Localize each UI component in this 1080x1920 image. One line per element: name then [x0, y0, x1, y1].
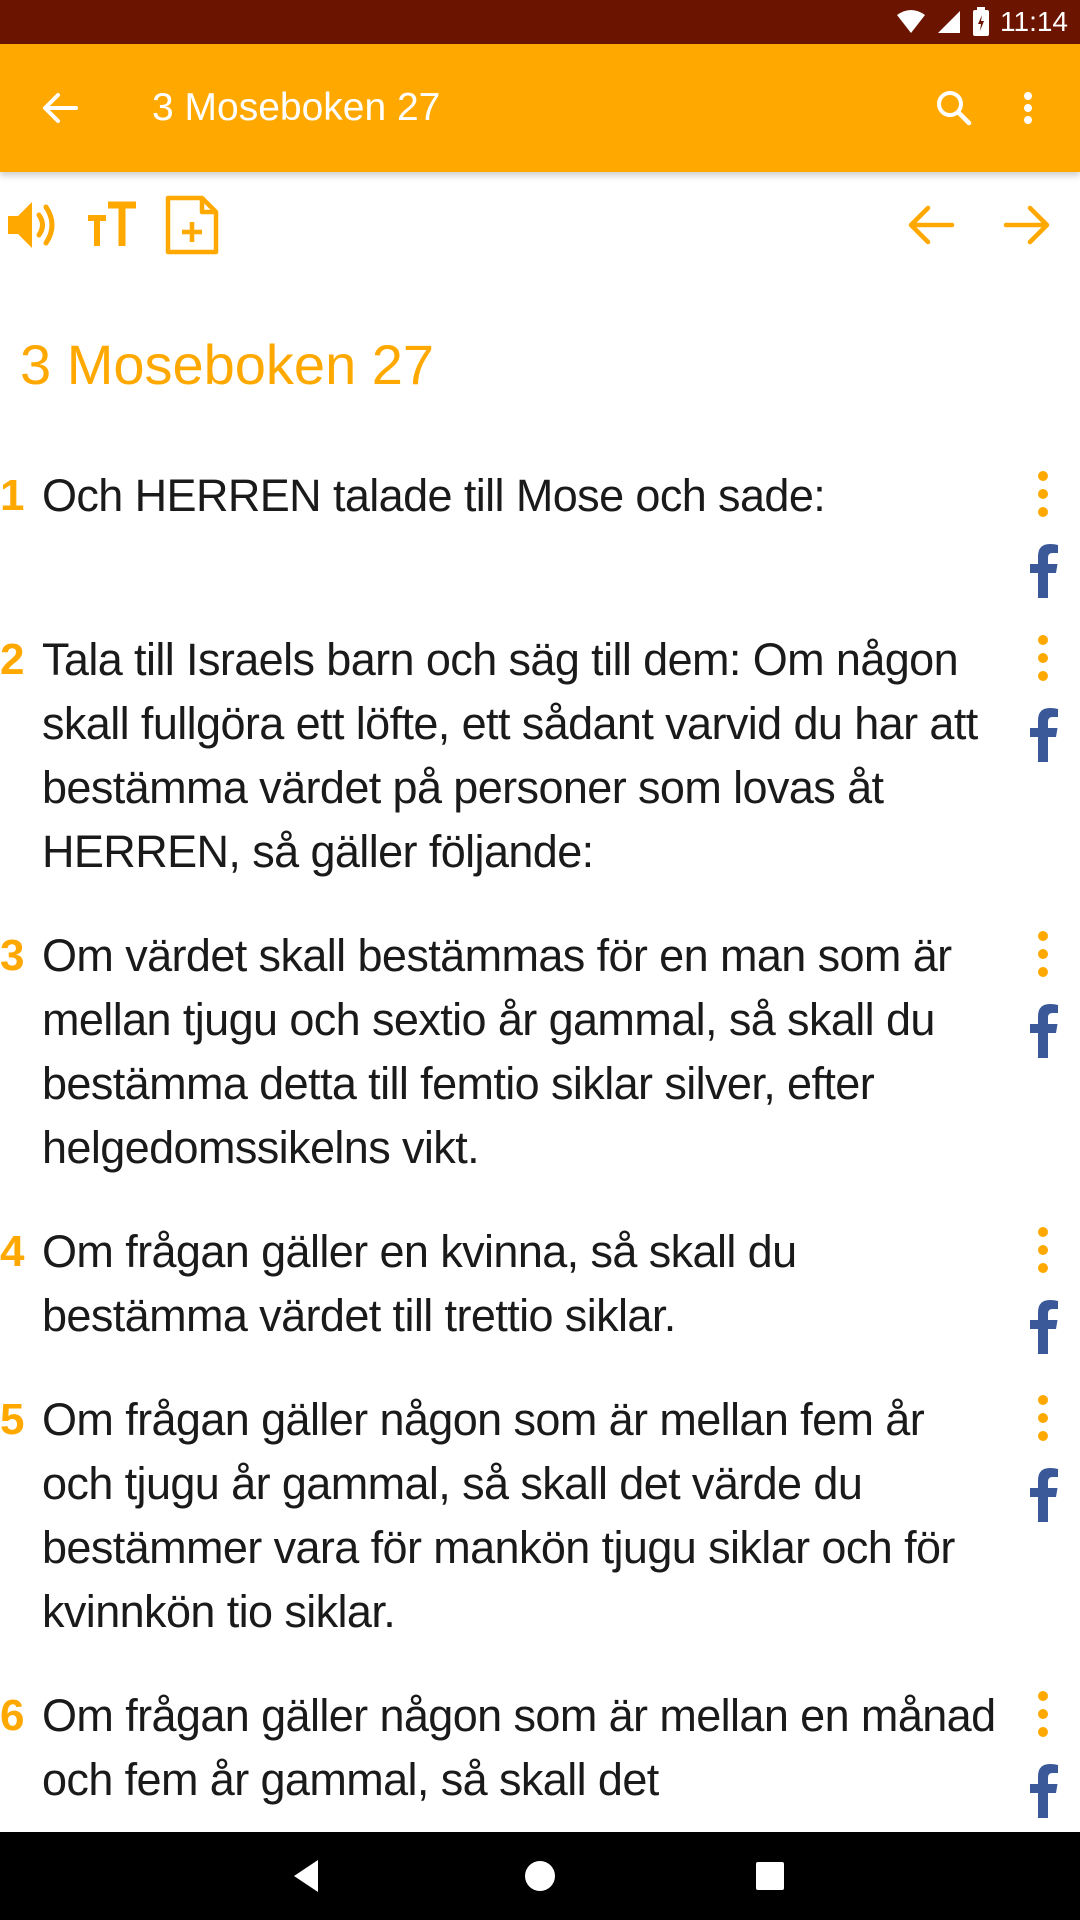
search-icon[interactable] — [930, 84, 978, 132]
verse-text: Tala till Israels barn och säg till dem: Om någon skall fullgöra ett löfte, ett sådant varvid du har att bestämma värdet på personer som lovas åt HERREN, så gäller följande: — [42, 634, 978, 877]
verse-item[interactable] — [0, 1214, 1080, 1348]
verse-more-icon[interactable] — [1032, 468, 1054, 520]
app-bar-title: 3 Moseboken 27 — [152, 86, 441, 129]
verse-text: Om värdet skall bestämmas för en man som är mellan tjugu och sextio år gammal, så skall du bestämma detta till femtio siklar silver, efter helgedomssikelns vikt. — [42, 930, 952, 1173]
signal-icon — [936, 9, 962, 35]
nav-back-icon[interactable] — [284, 1852, 332, 1900]
verse-text: Om frågan gäller en kvinna, så skall du bestämma värdet till trettio siklar. — [42, 1226, 797, 1341]
status-icons — [896, 4, 1068, 40]
add-note-icon[interactable] — [164, 190, 220, 260]
next-chapter-icon[interactable] — [1002, 190, 1052, 260]
previous-chapter-icon[interactable] — [906, 190, 956, 260]
verse-item[interactable] — [0, 918, 1080, 1180]
verse-number: 6 — [0, 1691, 25, 1740]
facebook-icon[interactable] — [1028, 1002, 1060, 1058]
verse-number: 4 — [0, 1227, 25, 1276]
verse-text: Om frågan gäller någon som är mellan en månad och fem år gammal, så skall det — [42, 1690, 996, 1805]
chapter-title: 3 Moseboken 27 — [20, 333, 435, 396]
verse-text: Om frågan gäller någon som är mellan fem år och tjugu år gammal, så skall det värde du bestämmer vara för mankön tjugu siklar och för kvinnkön tio siklar. — [42, 1394, 955, 1637]
verse-item[interactable] — [0, 1382, 1080, 1644]
verse-actions — [1018, 928, 1066, 1058]
verse-more-icon[interactable] — [1032, 1392, 1054, 1444]
verse-more-icon[interactable] — [1032, 1688, 1054, 1740]
verse-number: 3 — [0, 931, 25, 980]
facebook-icon[interactable] — [1028, 706, 1060, 762]
speaker-icon[interactable] — [4, 190, 60, 260]
verse-more-icon[interactable] — [1032, 1224, 1054, 1276]
app-bar — [0, 44, 1080, 172]
verse-more-icon[interactable] — [1032, 632, 1054, 684]
back-arrow-icon[interactable] — [36, 84, 84, 132]
status-bar — [0, 0, 1080, 44]
wifi-icon — [896, 9, 926, 35]
verse-number: 2 — [0, 635, 25, 684]
nav-recents-icon[interactable] — [746, 1852, 794, 1900]
verse-actions — [1018, 1688, 1066, 1818]
verse-item[interactable] — [0, 622, 1080, 884]
facebook-icon[interactable] — [1028, 1298, 1060, 1354]
verse-item[interactable] — [0, 458, 1080, 588]
nav-home-icon[interactable] — [516, 1852, 564, 1900]
verse-number: 1 — [0, 471, 25, 520]
text-size-icon[interactable] — [84, 190, 140, 260]
facebook-icon[interactable] — [1028, 1466, 1060, 1522]
facebook-icon[interactable] — [1028, 1762, 1060, 1818]
reading-toolbar — [0, 190, 1080, 260]
verse-text: Och HERREN talade till Mose och sade: — [42, 470, 826, 521]
more-vert-icon[interactable] — [1012, 84, 1044, 132]
battery-icon — [972, 7, 990, 37]
system-nav-bar — [0, 1832, 1080, 1920]
facebook-icon[interactable] — [1028, 542, 1060, 598]
verse-actions — [1018, 632, 1066, 762]
verse-actions — [1018, 1392, 1066, 1522]
status-time: 11:14 — [1000, 6, 1068, 37]
verse-actions — [1018, 468, 1066, 598]
verse-item[interactable] — [0, 1678, 1080, 1812]
verse-actions — [1018, 1224, 1066, 1354]
verse-list — [0, 458, 1080, 1846]
verse-number: 5 — [0, 1395, 25, 1444]
verse-more-icon[interactable] — [1032, 928, 1054, 980]
